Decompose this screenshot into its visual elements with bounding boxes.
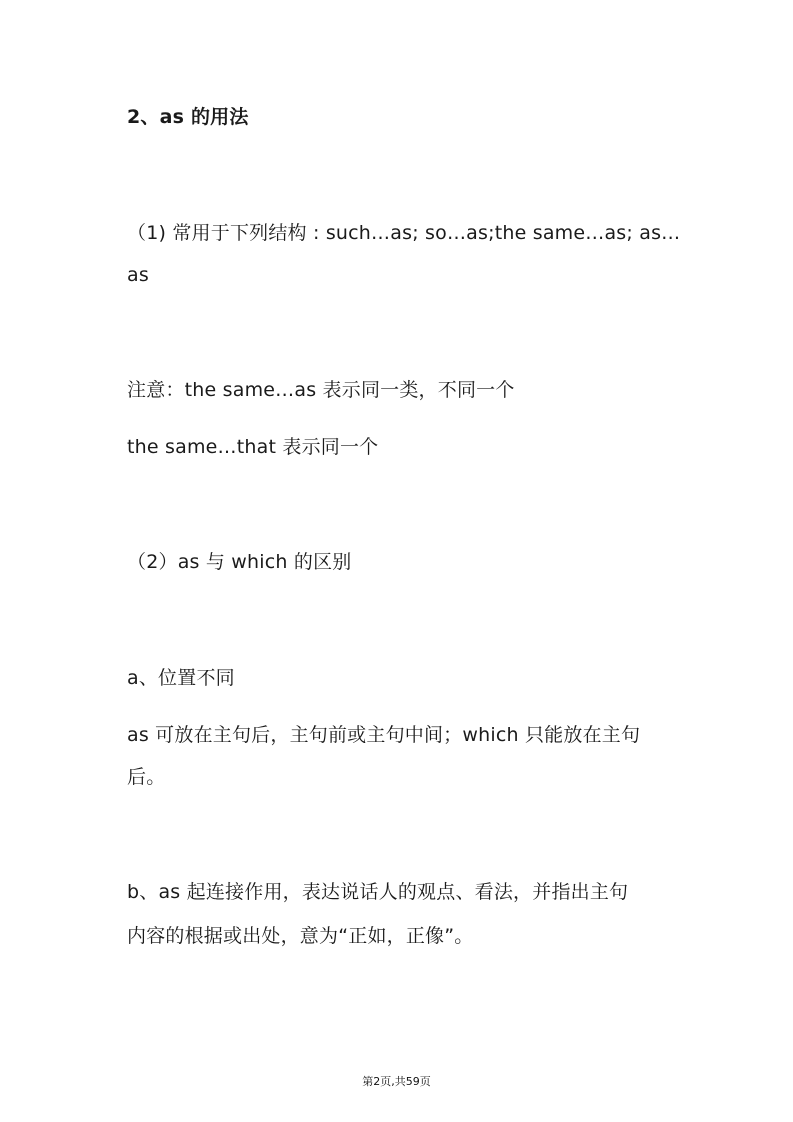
page-number-footer: 第2页,共59页 (362, 1075, 431, 1088)
point-a-title: a、位置不同 (127, 667, 235, 689)
point-a-line-1: as 可放在主句后，主句前或主句中间；which 只能放在主句 (127, 724, 641, 746)
paragraph-line-1: （1) 常用于下列结构 : such…as; so…as;the same…as; as… (127, 222, 681, 244)
subheading-difference: （2）as 与 which 的区别 (127, 551, 352, 573)
note-line-2: the same…that 表示同一个 (127, 436, 379, 458)
section-heading: 2、as 的用法 (127, 106, 249, 128)
point-a-line-2: 后。 (127, 766, 166, 788)
paragraph-line-2: as (127, 264, 149, 286)
point-b-line-2: 内容的根据或出处，意为“正如，正像”。 (127, 925, 474, 947)
point-b-line-1: b、as 起连接作用，表达说话人的观点、看法，并指出主句 (127, 881, 629, 903)
note-line-1: 注意：the same…as 表示同一类，不同一个 (127, 379, 515, 401)
